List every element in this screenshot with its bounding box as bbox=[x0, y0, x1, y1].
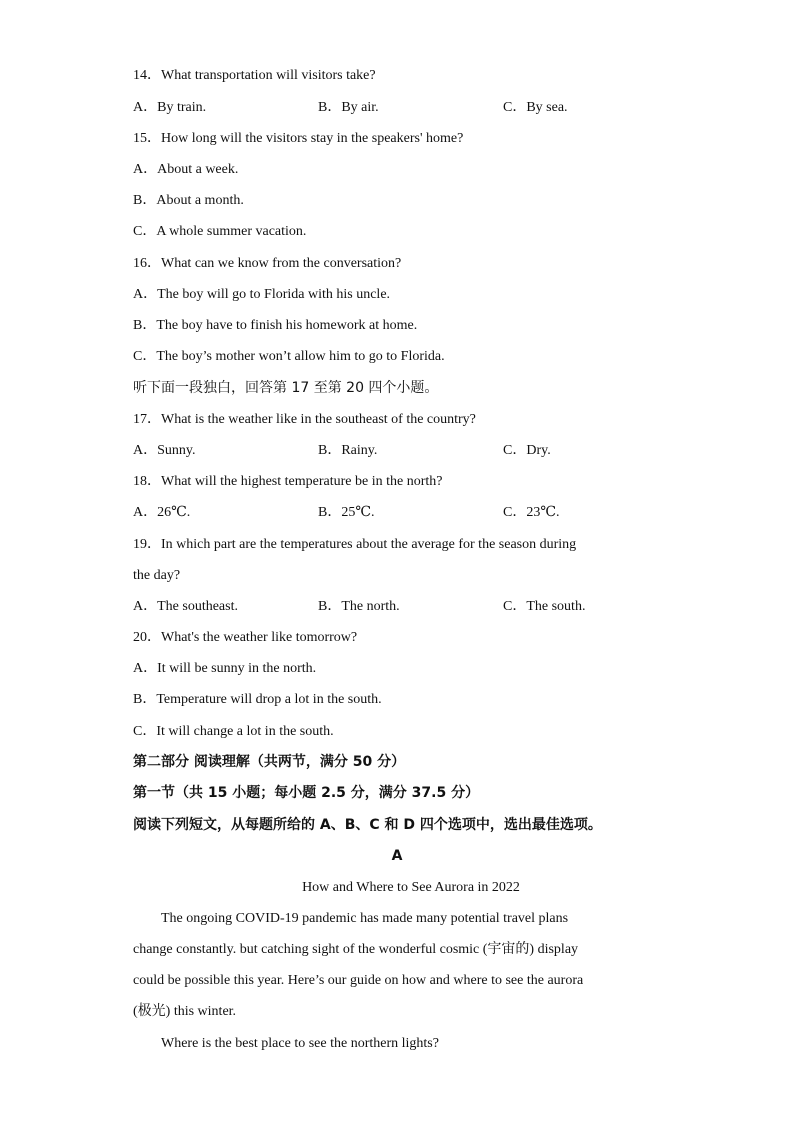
passage-label: A bbox=[391, 848, 403, 864]
q16-option-b: B．The boy have to finish his homework at home. bbox=[133, 318, 418, 333]
question-17: 17．What is the weather like in the southeast of the country? bbox=[133, 412, 476, 427]
q19-option-a: A．The southeast. bbox=[133, 599, 238, 614]
q19-option-c: C．The south. bbox=[503, 599, 586, 614]
passage-para-1-line-1: The ongoing COVID-19 pandemic has made many potential travel plans bbox=[161, 911, 569, 926]
q17-option-a: A．Sunny. bbox=[133, 443, 196, 458]
monologue-instruction: 听下面一段独白，回答第 17 至第 20 四个小题。 bbox=[133, 380, 439, 396]
q15-option-a: A．About a week. bbox=[133, 162, 239, 177]
q14-option-c: C．By sea. bbox=[503, 100, 568, 115]
reading-instruction: 阅读下列短文，从每题所给的 A、B、C 和 D 四个选项中，选出最佳选项。 bbox=[133, 817, 602, 833]
q19-option-b: B．The north. bbox=[318, 599, 400, 614]
q18-option-a: A．26℃. bbox=[133, 505, 191, 520]
section-1-heading: 第一节（共 15 小题；每小题 2.5 分，满分 37.5 分） bbox=[133, 785, 480, 801]
passage-subheading: Where is the best place to see the northern lights? bbox=[161, 1036, 439, 1051]
question-19-line-2: the day? bbox=[133, 568, 181, 583]
q20-option-a: A．It will be sunny in the north. bbox=[133, 661, 317, 676]
q14-option-b: B．By air. bbox=[318, 100, 379, 115]
q16-option-a: A．The boy will go to Florida with his uncle. bbox=[133, 287, 391, 302]
question-15: 15．How long will the visitors stay in the speakers' home? bbox=[133, 131, 464, 146]
passage-para-1-line-2: change constantly. but catching sight of the wonderful cosmic (宇宙的) display bbox=[133, 942, 579, 957]
q16-option-c: C．The boy’s mother won’t allow him to go to Florida. bbox=[133, 349, 445, 364]
q15-option-b: B．About a month. bbox=[133, 193, 244, 208]
q17-option-b: B．Rainy. bbox=[318, 443, 378, 458]
q15-option-c: C．A whole summer vacation. bbox=[133, 224, 307, 239]
q20-option-b: B．Temperature will drop a lot in the south. bbox=[133, 692, 382, 707]
q18-option-c: C．23℃. bbox=[503, 505, 560, 520]
question-19-line-1: 19．In which part are the temperatures about the average for the season during bbox=[133, 537, 577, 552]
question-16: 16．What can we know from the conversation? bbox=[133, 256, 402, 271]
passage-para-1-line-4: (极光) this winter. bbox=[133, 1004, 237, 1019]
part-2-heading: 第二部分 阅读理解（共两节，满分 50 分） bbox=[133, 754, 406, 770]
question-20: 20．What's the weather like tomorrow? bbox=[133, 630, 358, 645]
passage-para-1-line-3: could be possible this year. Here’s our guide on how and where to see the aurora bbox=[133, 973, 584, 988]
q18-option-b: B．25℃. bbox=[318, 505, 375, 520]
q14-option-a: A．By train. bbox=[133, 100, 207, 115]
q17-option-c: C．Dry. bbox=[503, 443, 551, 458]
question-18: 18．What will the highest temperature be in the north? bbox=[133, 474, 443, 489]
q20-option-c: C．It will change a lot in the south. bbox=[133, 724, 334, 739]
question-14: 14．What transportation will visitors take? bbox=[133, 68, 376, 83]
passage-title: How and Where to See Aurora in 2022 bbox=[302, 880, 520, 895]
